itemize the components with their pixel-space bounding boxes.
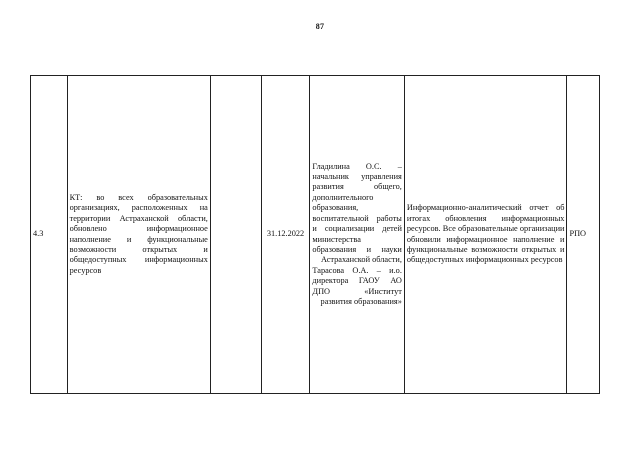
empty-cell: [210, 76, 261, 394]
checkpoint-cell: КТ: во всех образовательных организациях, расположенных на территории Астраханской области, обновлено информационное наполнение и функциональные возможности открытых и общедоступных информационных ресурсов: [67, 76, 210, 394]
result-cell: Информационно-аналитический отчет об итогах обновления информационных ресурсов. Все образовательные организации обновили информационное наполнение и функциональные возможности открытых и общедоступных информационных ресурсов: [404, 76, 567, 394]
responsible-person-2: Тарасова О.А. – и.о. директора ГАОУ АО ДПО «Институт развития образования»: [312, 265, 402, 306]
organization-cell: РПО: [567, 76, 600, 394]
responsible-cell: [310, 76, 404, 394]
row-number-cell: 4.3: [31, 76, 68, 394]
deadline-cell: 31.12.2022: [261, 76, 310, 394]
table-row: [31, 76, 600, 394]
page-number: 87: [315, 22, 325, 31]
plan-table: [30, 75, 600, 394]
responsible-person-1: Гладилина О.С. – начальник управления развития общего, дополнительного образования, воспитательной работы и социализации детей министерства образования и науки Астраханской области,: [312, 161, 402, 265]
